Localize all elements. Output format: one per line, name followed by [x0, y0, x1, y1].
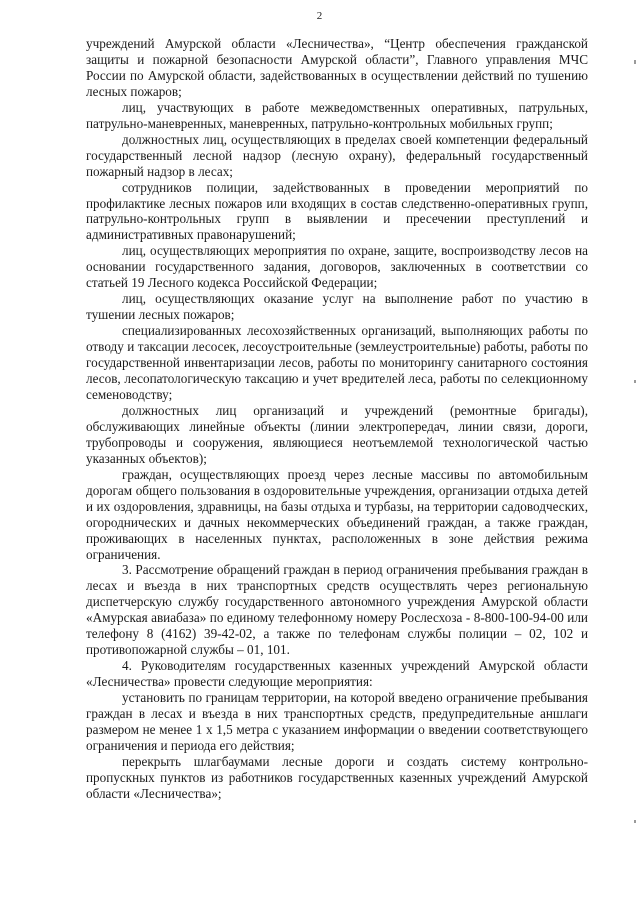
paragraph-mobile-groups: лиц, участвующих в работе межведомственных оперативных, патрульных, патрульно-маневренных, маневренных, патрульно-контрольных мобильных групп;	[86, 99, 588, 131]
scan-edge-mark	[634, 380, 636, 383]
paragraph-forest-supervision-officials: должностных лиц, осуществляющих в пределах своей компетенции федеральный государственный лесной надзор (лесную охрану), федеральный государственный пожарный надзор в лесах;	[86, 131, 588, 179]
document-body	[86, 36, 588, 802]
paragraph-barriers-checkpoints: перекрыть шлагбаумами лесные дороги и создать систему контрольно-пропускных пунктов из работников государственных казенных учреждений Амурской области «Лесничества»;	[86, 753, 588, 801]
paragraph-citizens-passage: граждан, осуществляющих проезд через лесные массивы по автомобильным дорогам общего пользования в оздоровительные учреждения, организации отдыха детей и их оздоровления, здравницы, на базы отдыха и турбазы, на территории садоводческих, огороднических и дачных некоммерческих объединений граждан, а также граждан, проживающих в населенных пунктах, расположенных в зоне действия режима ограничения.	[86, 466, 588, 562]
paragraph-forest-protection-persons: лиц, осуществляющих мероприятия по охране, защите, воспроизводству лесов на основании государственного задания, договоров, заключенных в соответствии со статьей 19 Лесного кодекса Российской Федерации;	[86, 243, 588, 291]
paragraph-police-officers: сотрудников полиции, задействованных в проведении мероприятий по профилактике лесных пожаров или входящих в состав следственно-оперативных групп, патрульно-контрольных групп в выявлении и пресечении преступлений и административных правонарушений;	[86, 179, 588, 243]
scan-edge-mark	[634, 60, 636, 64]
scan-edge-mark	[634, 820, 636, 823]
paragraph-firefighting-service-providers: лиц, осуществляющих оказание услуг на выполнение работ по участию в тушении лесных пожаров;	[86, 291, 588, 323]
paragraph-linear-facilities-officials: должностных лиц организаций и учреждений (ремонтные бригады), обслуживающих линейные объекты (линии электропередач, линии связи, дороги, трубопроводы и сооружения, являющиеся неотъемлемой технологической частью указанных объектов);	[86, 402, 588, 466]
page-number: 2	[316, 10, 323, 22]
paragraph-item-4-heads-of-institutions: 4. Руководителям государственных казенных учреждений Амурской области «Лесничества» провести следующие мероприятия:	[86, 658, 588, 690]
paragraph-item-3-citizen-appeals: 3. Рассмотрение обращений граждан в период ограничения пребывания граждан в лесах и въезда в них транспортных средств осуществлять через региональную диспетчерскую службу государственного автономного учреждения Амурской области «Амурская авиабаза» по единому телефонному номеру Рослесхоза - 8-800-100-94-00 или телефону 8 (4162) 39-42-02, а также по телефонам службы полиции – 02, 102 и противопожарной службы – 01, 101.	[86, 562, 588, 658]
paragraph-institutions-continued: учреждений Амурской области «Лесничества», “Центр обеспечения гражданской защиты и пожарной безопасности Амурской области”, Главного управления МЧС России по Амурской области, задействованных в осуществлении действий по тушению лесных пожаров;	[86, 36, 588, 99]
paragraph-specialized-forestry-organizations: специализированных лесохозяйственных организаций, выполняющих работы по отводу и таксации лесосек, лесоустроительные (землеустроительные) работы, работы по государственной инвентаризации лесов, работы по мониторингу санитарного состояния лесов, лесопатологическую таксацию и учет вредителей леса, работы по селекционному семеноводству;	[86, 323, 588, 402]
paragraph-warning-signs: установить по границам территории, на которой введено ограничение пребывания граждан в лесах и въезда в них транспортных средств, предупредительные аншлаги размером не менее 1 х 1,5 метра с указанием информации о введении соответствующего ограничения и периода его действия;	[86, 690, 588, 753]
